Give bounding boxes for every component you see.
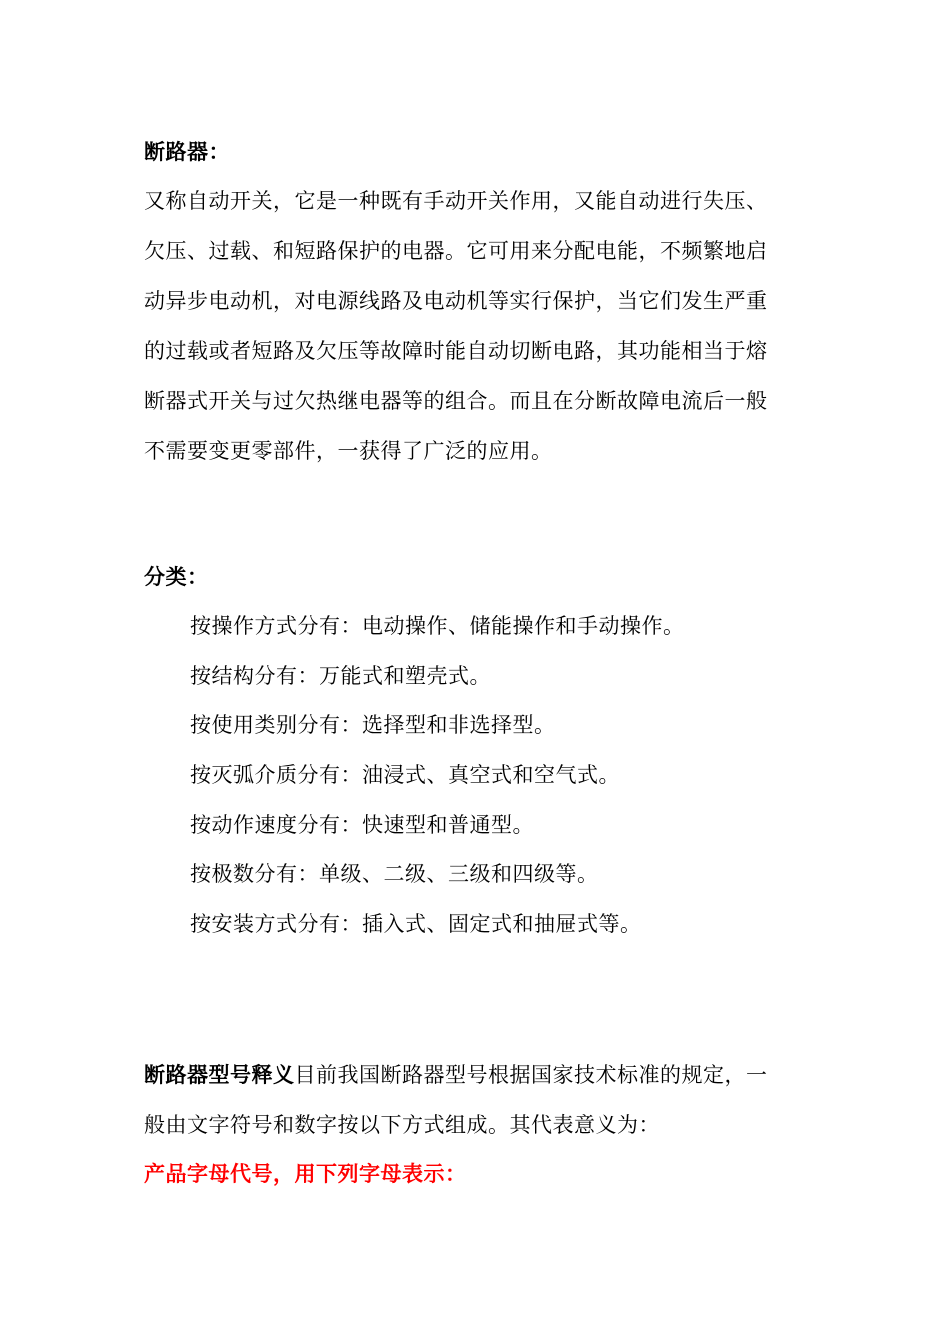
paragraph-line: 的过载或者短路及欠压等故障时能自动切断电路，其功能相当于熔 xyxy=(144,339,768,363)
paragraph-line: 断器式开关与过欠热继电器等的组合。而且在分断故障电流后一般 xyxy=(144,389,768,413)
section-heading-model-meaning: 断路器型号释义 xyxy=(144,1063,295,1087)
paragraph-line: 不需要变更零部件，一获得了广泛的应用。 xyxy=(144,439,553,463)
paragraph-line: 动异步电动机，对电源线路及电动机等实行保护，当它们发生严重 xyxy=(144,289,768,313)
section-heading-circuit-breaker: 断路器： xyxy=(144,140,230,164)
list-item: 按极数分有：单级、二级、三级和四级等。 xyxy=(190,862,599,886)
section-heading-classification: 分类： xyxy=(144,565,209,589)
paragraph-line: 又称自动开关，它是一种既有手动开关作用，又能自动进行失压、 xyxy=(144,189,768,213)
paragraph-line: 般由文字符号和数字按以下方式组成。其代表意义为： xyxy=(144,1113,660,1137)
model-explanation-text: 目前我国断路器型号根据国家技术标准的规定，一 xyxy=(294,1063,768,1087)
list-item: 按安装方式分有：插入式、固定式和抽屉式等。 xyxy=(190,912,642,936)
list-item: 按使用类别分有：选择型和非选择型。 xyxy=(190,713,556,737)
red-subheading-product-letter-code: 产品字母代号，用下列字母表示： xyxy=(144,1162,467,1186)
list-item: 按结构分有：万能式和塑壳式。 xyxy=(190,664,491,688)
list-item: 按灭弧介质分有：油浸式、真空式和空气式。 xyxy=(190,763,620,787)
list-item: 按动作速度分有：快速型和普通型。 xyxy=(190,813,534,837)
list-item: 按操作方式分有：电动操作、储能操作和手动操作。 xyxy=(190,614,685,638)
model-explanation-line xyxy=(144,1060,768,1090)
paragraph-line: 欠压、过载、和短路保护的电器。它可用来分配电能，不频繁地启 xyxy=(144,239,768,263)
